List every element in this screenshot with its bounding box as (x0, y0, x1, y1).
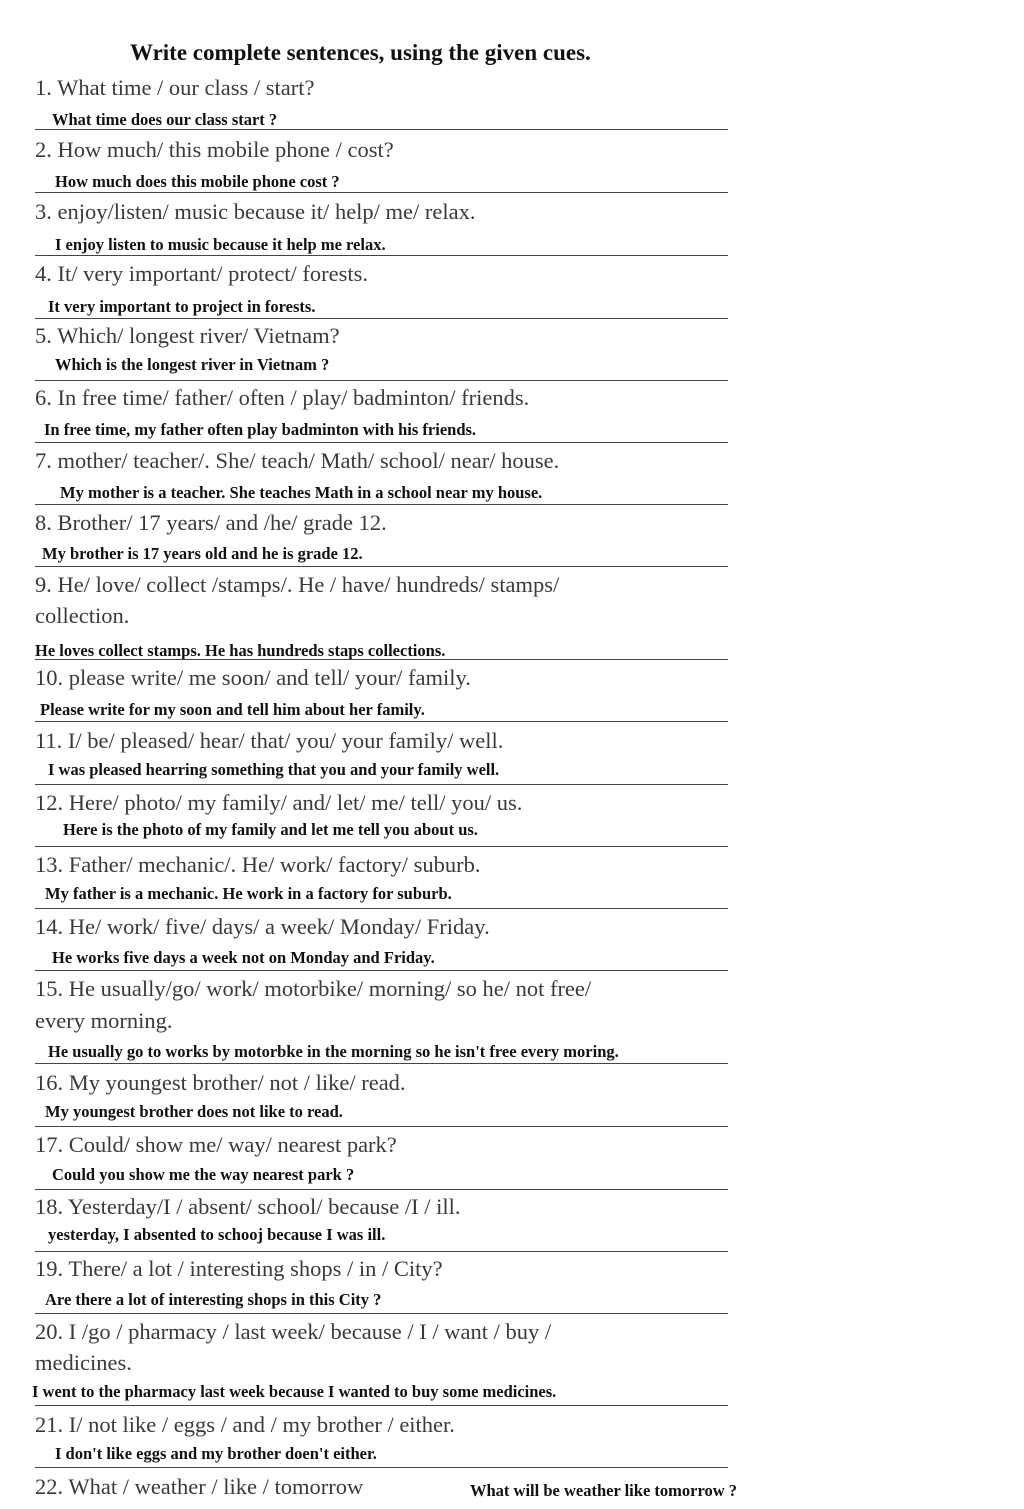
answer-line (35, 442, 728, 443)
question-cue: 8. Brother/ 17 years/ and /he/ grade 12. (35, 510, 387, 535)
answer-line (35, 908, 728, 909)
question-cue: 14. He/ work/ five/ days/ a week/ Monday/ Friday. (35, 914, 490, 939)
answer-line (35, 1063, 728, 1064)
answer-line (35, 1251, 728, 1252)
answer-sentence: I went to the pharmacy last week because I wanted to buy some medicines. (32, 1382, 557, 1401)
answer-sentence: Please write for my soon and tell him about her family. (40, 700, 425, 719)
answer-sentence: What time does our class start ? (52, 110, 278, 129)
answer-line (35, 1313, 728, 1314)
question-cue: 21. I/ not like / eggs / and / my brother / either. (35, 1412, 455, 1437)
question-cue: 20. I /go / pharmacy / last week/ because / I / want / buy / (35, 1319, 552, 1344)
answer-sentence: He usually go to works by motorbke in the morning so he isn't free every moring. (48, 1042, 619, 1061)
answer-line (35, 659, 728, 660)
question-cue: 9. He/ love/ collect /stamps/. He / have/ hundreds/ stamps/ (35, 572, 560, 597)
question-cue: 15. He usually/go/ work/ motorbike/ morning/ so he/ not free/ (35, 976, 592, 1001)
answer-sentence: Here is the photo of my family and let me tell you about us. (63, 820, 478, 839)
answer-line (35, 1467, 728, 1468)
answer-sentence: What will be weather like tomorrow ? (470, 1481, 738, 1500)
answer-sentence: Which is the longest river in Vietnam ? (55, 355, 330, 374)
answer-sentence: My mother is a teacher. She teaches Math in a school near my house. (60, 483, 543, 502)
answer-sentence: I enjoy listen to music because it help me relax. (55, 235, 386, 254)
worksheet-title: Write complete sentences, using the given cues. (130, 40, 591, 65)
answer-line (35, 1405, 728, 1406)
answer-sentence: My father is a mechanic. He work in a factory for suburb. (45, 884, 452, 903)
answer-sentence: In free time, my father often play badminton with his friends. (44, 420, 477, 439)
answer-line (35, 1126, 728, 1127)
answer-line (35, 784, 728, 785)
answer-line (35, 380, 728, 381)
question-cue-continued: every morning. (35, 1008, 173, 1033)
answer-line (35, 318, 728, 319)
answer-line (35, 255, 728, 256)
answer-line (35, 846, 728, 847)
answer-sentence: Are there a lot of interesting shops in this City ? (45, 1290, 382, 1309)
question-cue: 10. please write/ me soon/ and tell/ your/ family. (35, 665, 471, 690)
answer-line (35, 192, 728, 193)
question-cue: 13. Father/ mechanic/. He/ work/ factory/ suburb. (35, 852, 481, 877)
question-cue: 5. Which/ longest river/ Vietnam? (35, 323, 340, 348)
answer-line (35, 566, 728, 567)
question-cue: 11. I/ be/ pleased/ hear/ that/ you/ your family/ well. (35, 728, 504, 753)
question-cue: 6. In free time/ father/ often / play/ badminton/ friends. (35, 385, 530, 410)
question-cue: 17. Could/ show me/ way/ nearest park? (35, 1132, 397, 1157)
answer-sentence: It very important to project in forests. (48, 297, 316, 316)
question-cue: 2. How much/ this mobile phone / cost? (35, 137, 394, 162)
answer-sentence: How much does this mobile phone cost ? (55, 172, 340, 191)
answer-sentence: yesterday, I absented to schooj because I was ill. (48, 1225, 386, 1244)
answer-sentence: He works five days a week not on Monday and Friday. (52, 948, 435, 967)
answer-sentence: Could you show me the way nearest park ? (52, 1165, 355, 1184)
question-cue: 3. enjoy/listen/ music because it/ help/ me/ relax. (35, 199, 476, 224)
question-cue-continued: medicines. (35, 1350, 132, 1375)
question-cue: 22. What / weather / like / tomorrow (35, 1474, 364, 1499)
answer-sentence: My youngest brother does not like to read. (45, 1102, 343, 1121)
question-cue: 12. Here/ photo/ my family/ and/ let/ me/ tell/ you/ us. (35, 790, 523, 815)
question-cue: 18. Yesterday/I / absent/ school/ because /I / ill. (35, 1194, 461, 1219)
answer-line (35, 129, 728, 130)
answer-sentence: I don't like eggs and my brother doen't either. (55, 1444, 377, 1463)
answer-line (35, 1189, 728, 1190)
question-cue-continued: collection. (35, 603, 130, 628)
answer-line (35, 970, 728, 971)
question-cue: 19. There/ a lot / interesting shops / in / City? (35, 1256, 443, 1281)
question-cue: 16. My youngest brother/ not / like/ read. (35, 1070, 406, 1095)
question-cue: 4. It/ very important/ protect/ forests. (35, 261, 369, 286)
answer-sentence: My brother is 17 years old and he is grade 12. (42, 544, 363, 563)
question-cue: 7. mother/ teacher/. She/ teach/ Math/ school/ near/ house. (35, 448, 560, 473)
answer-sentence: He loves collect stamps. He has hundreds staps collections. (35, 641, 446, 660)
answer-line (35, 721, 728, 722)
answer-sentence: I was pleased hearring something that you and your family well. (48, 760, 500, 779)
answer-line (35, 504, 728, 505)
question-cue: 1. What time / our class / start? (35, 75, 315, 100)
